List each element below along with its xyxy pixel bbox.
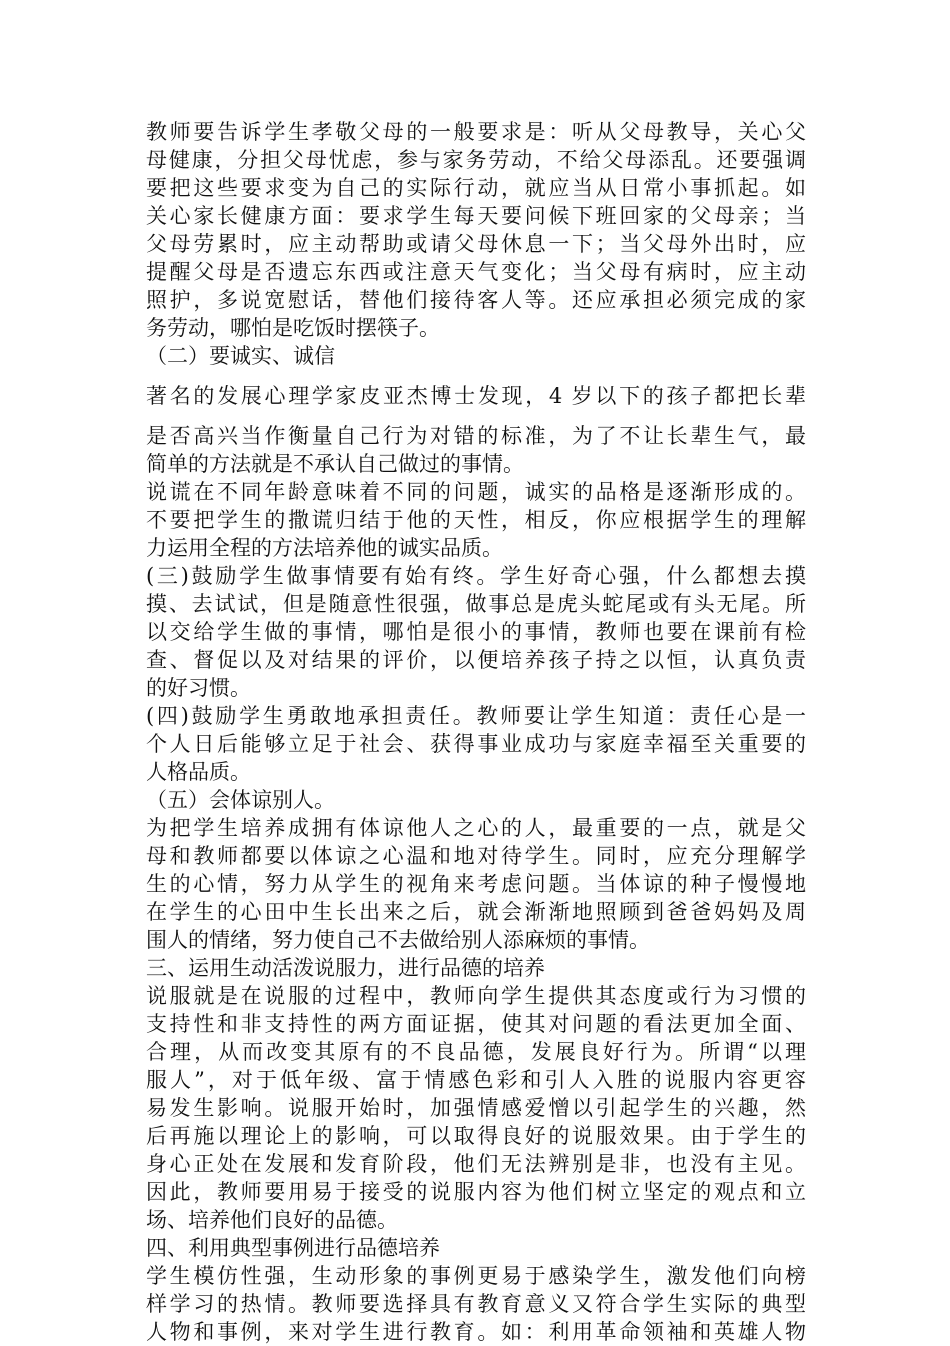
paragraph-gap bbox=[146, 370, 806, 382]
text-line: 查、督促以及对结果的评价，以便培养孩子持之以恒，认真负责 bbox=[146, 648, 806, 672]
text-line: 服人”，对于低年级、富于情感色彩和引人入胜的说服内容更容 bbox=[146, 1068, 806, 1092]
text-line: 照护，多说宽慰话，替他们接待客人等。还应承担必须完成的家 bbox=[146, 288, 806, 312]
text-line: 场、培养他们良好的品德。 bbox=[146, 1208, 398, 1232]
text-line: (四)鼓励学生勇敢地承担责任。教师要让学生知道：责任心是一 bbox=[146, 704, 806, 728]
text-line: 人物和事例，来对学生进行教育。如：利用革命领袖和英雄人物 bbox=[146, 1320, 806, 1344]
text-line: 说谎在不同年龄意味着不同的问题，诚实的品格是逐渐形成的。 bbox=[146, 480, 806, 504]
text-line: 说服就是在说服的过程中，教师向学生提供其态度或行为习惯的 bbox=[146, 984, 806, 1008]
text-line: 身心正处在发展和发育阶段，他们无法辨别是非，也没有主见。 bbox=[146, 1152, 806, 1176]
paragraph-gap bbox=[146, 410, 806, 422]
text-line: 个人日后能够立足于社会、获得事业成功与家庭幸福至关重要的 bbox=[146, 732, 806, 756]
section-heading: 三、运用生动活泼说服力，进行品德的培养 bbox=[146, 956, 545, 980]
text-line: 是否高兴当作衡量自己行为对错的标准，为了不让长辈生气，最 bbox=[146, 424, 806, 448]
text-line: 生的心情，努力从学生的视角来考虑问题。当体谅的种子慢慢地 bbox=[146, 872, 806, 896]
text-line: 著名的发展心理学家皮亚杰博士发现，4 岁以下的孩子都把长辈 bbox=[146, 384, 806, 408]
text-line: 力运用全程的方法培养他的诚实品质。 bbox=[146, 536, 503, 560]
document-page bbox=[146, 118, 806, 1346]
text-line: 关心家长健康方面：要求学生每天要问候下班回家的父母亲；当 bbox=[146, 204, 806, 228]
text-line: 人格品质。 bbox=[146, 760, 251, 784]
text-line: 务劳动，哪怕是吃饭时摆筷子。 bbox=[146, 316, 440, 340]
text-line: 提醒父母是否遗忘东西或注意天气变化；当父母有病时，应主动 bbox=[146, 260, 806, 284]
section-heading: （五）会体谅别人。 bbox=[146, 788, 335, 812]
text-line: 为把学生培养成拥有体谅他人之心的人，最重要的一点，就是父 bbox=[146, 816, 806, 840]
text-line: (三)鼓励学生做事情要有始有终。学生好奇心强，什么都想去摸 bbox=[146, 564, 806, 588]
text-line: 在学生的心田中生长出来之后，就会渐渐地照顾到爸爸妈妈及周 bbox=[146, 900, 806, 924]
text-line: 不要把学生的撒谎归结于他的天性，相反，你应根据学生的理解 bbox=[146, 508, 806, 532]
text-line: 后再施以理论上的影响，可以取得良好的说服效果。由于学生的 bbox=[146, 1124, 806, 1148]
text-line: 样学习的热情。教师要选择具有教育意义又符合学生实际的典型 bbox=[146, 1292, 806, 1316]
text-line: 以交给学生做的事情，哪怕是很小的事情，教师也要在课前有检 bbox=[146, 620, 806, 644]
text-line: 支持性和非支持性的两方面证据，使其对问题的看法更加全面、 bbox=[146, 1012, 806, 1036]
section-heading: 四、利用典型事例进行品德培养 bbox=[146, 1236, 440, 1260]
text-line: 学生模仿性强，生动形象的事例更易于感染学生，激发他们向榜 bbox=[146, 1264, 806, 1288]
text-line: 因此，教师要用易于接受的说服内容为他们树立坚定的观点和立 bbox=[146, 1180, 806, 1204]
text-line: 父母劳累时，应主动帮助或请父母休息一下；当父母外出时，应 bbox=[146, 232, 806, 256]
text-line: 母和教师都要以体谅之心温和地对待学生。同时，应充分理解学 bbox=[146, 844, 806, 868]
text-line: 教师要告诉学生孝敬父母的一般要求是：听从父母教导，关心父 bbox=[146, 120, 806, 144]
text-line: 简单的方法就是不承认自己做过的事情。 bbox=[146, 452, 524, 476]
text-line: 的好习惯。 bbox=[146, 676, 251, 700]
section-heading: （二）要诚实、诚信 bbox=[146, 344, 335, 368]
text-line: 母健康，分担父母忧虑，参与家务劳动，不给父母添乱。还要强调 bbox=[146, 148, 806, 172]
text-line: 要把这些要求变为自己的实际行动，就应当从日常小事抓起。如 bbox=[146, 176, 806, 200]
text-line: 易发生影响。说服开始时，加强情感爱憎以引起学生的兴趣，然 bbox=[146, 1096, 806, 1120]
text-line: 摸、去试试，但是随意性很强，做事总是虎头蛇尾或有头无尾。所 bbox=[146, 592, 806, 616]
text-line: 合理，从而改变其原有的不良品德，发展良好行为。所谓“以理 bbox=[146, 1040, 806, 1064]
text-line: 围人的情绪，努力使自己不去做给别人添麻烦的事情。 bbox=[146, 928, 650, 952]
